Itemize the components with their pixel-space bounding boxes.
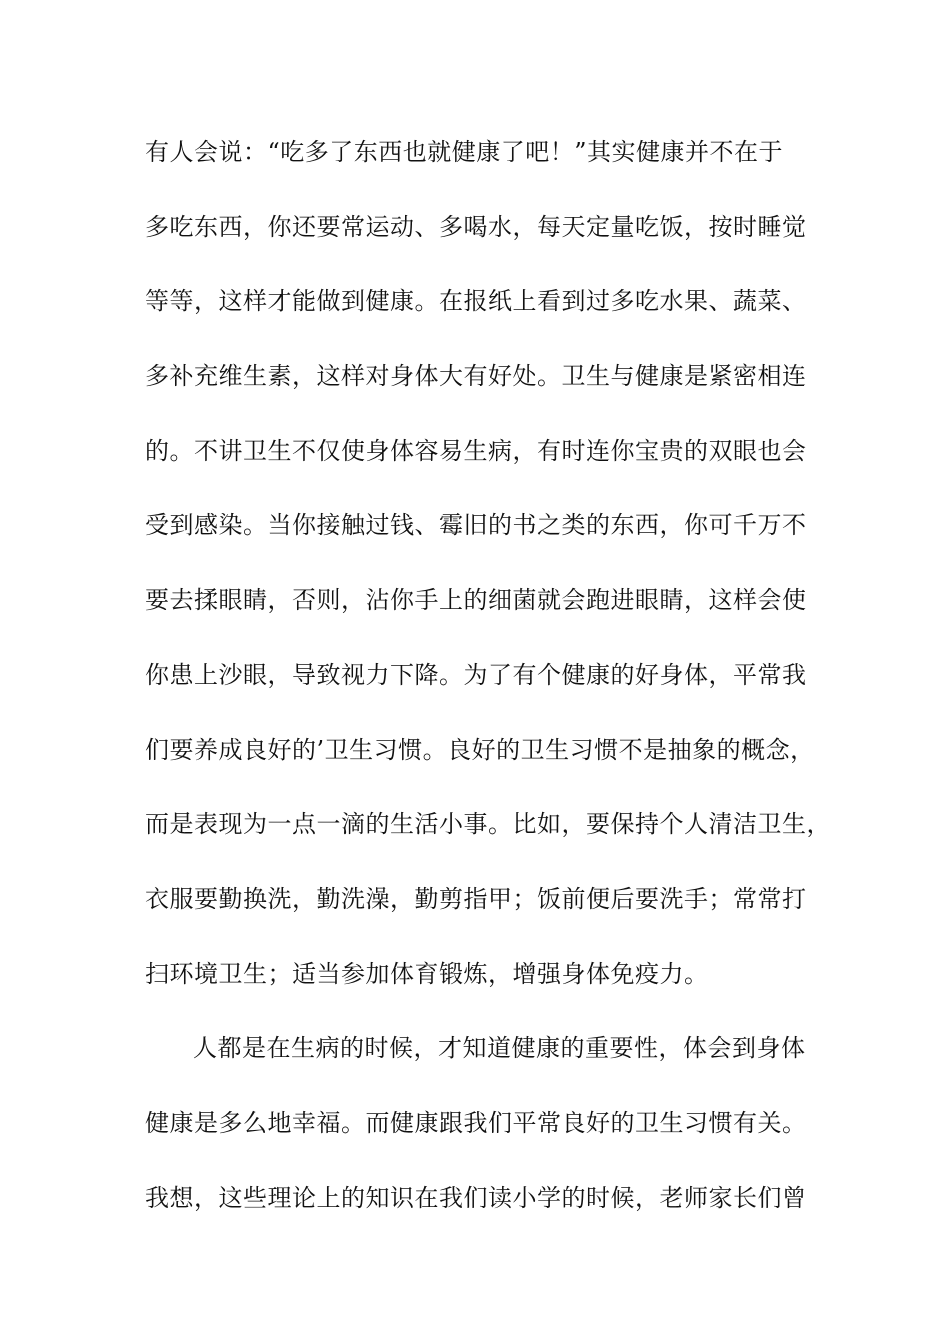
text-line: 而是表现为一点一滴的生活小事。比如，要保持个人清洁卫生， xyxy=(145,810,831,839)
text-line: 健康是多么地幸福。而健康跟我们平常良好的卫生习惯有关。 xyxy=(145,1108,807,1137)
text-line: 你患上沙眼，导致视力下降。为了有个健康的好身体，平常我 xyxy=(145,660,807,689)
text-line: 等等，这样才能做到健康。在报纸上看到过多吃水果、蔬菜、 xyxy=(145,287,807,316)
text-line: 受到感染。当你接触过钱、霉旧的书之类的东西，你可千万不 xyxy=(145,511,807,540)
text-line: 们要养成良好的’卫生习惯。良好的卫生习惯不是抽象的概念， xyxy=(145,735,815,764)
text-line: 衣服要勤换洗，勤洗澡，勤剪指甲；饭前便后要洗手；常常打 xyxy=(145,884,807,913)
text-line: 多吃东西，你还要常运动、多喝水，每天定量吃饭，按时睡觉 xyxy=(145,212,807,241)
text-line: 扫环境卫生；适当参加体育锻炼，增强身体免疫力。 xyxy=(145,959,709,988)
text-line: 我想，这些理论上的知识在我们读小学的时候，老师家长们曾 xyxy=(145,1183,807,1212)
paragraph-start-line: 人都是在生病的时候，才知道健康的重要性，体会到身体 xyxy=(193,1034,806,1063)
text-line: 有人会说：“吃多了东西也就健康了吧！”其实健康并不在于 xyxy=(145,138,784,166)
text-line: 多补充维生素，这样对身体大有好处。卫生与健康是紧密相连 xyxy=(145,362,807,391)
text-line: 的。不讲卫生不仅使身体容易生病，有时连你宝贵的双眼也会 xyxy=(145,436,807,465)
document-body xyxy=(145,132,845,1252)
text-line: 要去揉眼睛，否则，沾你手上的细菌就会跑进眼睛，这样会使 xyxy=(145,586,807,615)
